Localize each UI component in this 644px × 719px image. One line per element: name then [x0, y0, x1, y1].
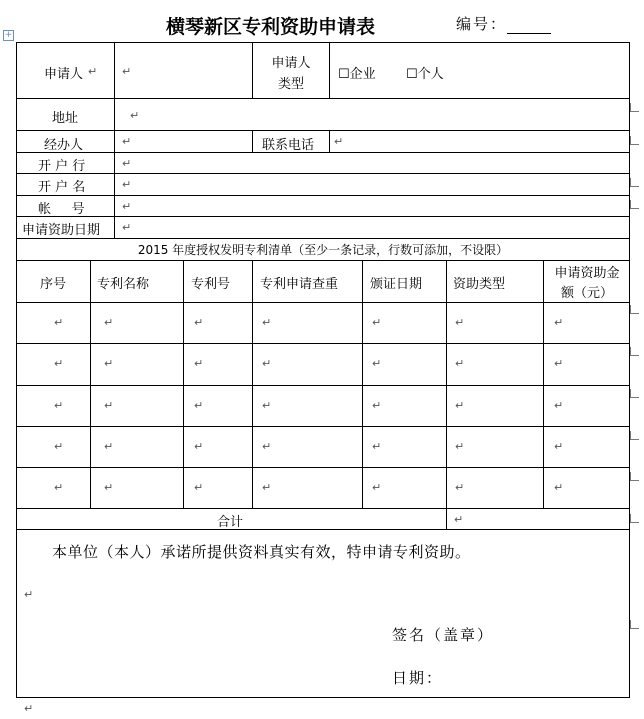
- agent-label: 经办人: [44, 138, 84, 153]
- return-mark: ↵: [24, 588, 34, 601]
- col-header-grant-date: 颁证日期: [370, 277, 423, 292]
- table-cell[interactable]: ↵: [554, 399, 564, 412]
- table-cell[interactable]: ↵: [54, 316, 64, 329]
- table-cell[interactable]: ↵: [455, 399, 465, 412]
- table-cell[interactable]: ↵: [262, 399, 272, 412]
- table-cell[interactable]: ↵: [554, 357, 564, 370]
- row-end-mark: [630, 103, 639, 112]
- table-cell[interactable]: ↵: [554, 440, 564, 453]
- table-cell[interactable]: ↵: [554, 316, 564, 329]
- apply-date-label: 申请资助日期: [22, 223, 101, 238]
- table-cell[interactable]: ↵: [262, 481, 272, 494]
- table-cell[interactable]: ↵: [455, 316, 465, 329]
- col-header-amount-1: 申请资助金: [554, 266, 620, 281]
- col-header-patent-name: 专利名称: [97, 277, 150, 292]
- table-cell[interactable]: ↵: [194, 440, 204, 453]
- account-number-value[interactable]: ↵: [122, 200, 132, 213]
- address-label: 地址: [52, 111, 79, 126]
- account-name-value[interactable]: ↵: [122, 178, 132, 191]
- individual-option[interactable]: ☐个人: [406, 67, 444, 82]
- number-label: 编号：: [456, 15, 508, 33]
- form-title: 横琴新区专利资助申请表: [166, 16, 376, 38]
- row-end-mark: [630, 347, 639, 356]
- row-end-mark: [630, 200, 639, 209]
- agent-value[interactable]: ↵: [122, 135, 132, 148]
- account-number-label: 帐 号: [38, 202, 85, 217]
- bank-value[interactable]: ↵: [122, 157, 132, 170]
- total-value[interactable]: ↵: [454, 513, 464, 526]
- phone-label: 联系电话: [262, 138, 315, 153]
- col-header-seq: 序号: [40, 277, 67, 292]
- table-move-handle-icon[interactable]: +: [4, 30, 13, 40]
- table-cell[interactable]: ↵: [372, 316, 382, 329]
- individual-option-label: 个人: [417, 67, 444, 82]
- pledge-text: 本单位（本人）承诺所提供资料真实有效，特申请专利资助。: [52, 543, 471, 561]
- patent-list-title: 2015 年度授权发明专利清单（至少一条记录，行数可添加，不设限）: [137, 243, 509, 257]
- sign-date-label: 日期：: [392, 669, 444, 687]
- table-cell[interactable]: ↵: [262, 357, 272, 370]
- table-cell[interactable]: ↵: [455, 440, 465, 453]
- table-cell[interactable]: ↵: [372, 481, 382, 494]
- table-cell[interactable]: ↵: [104, 481, 114, 494]
- applicant-label: 申请人: [44, 67, 84, 82]
- applicant-value[interactable]: ↵: [122, 65, 132, 78]
- row-end-mark: [630, 389, 639, 398]
- table-cell[interactable]: ↵: [104, 440, 114, 453]
- row-end-mark: [630, 136, 639, 145]
- table-cell[interactable]: ↵: [262, 316, 272, 329]
- table-cell[interactable]: ↵: [54, 399, 64, 412]
- row-end-mark: [630, 305, 639, 314]
- row-end-mark: [630, 514, 639, 523]
- signature-label: 签名（盖章）: [392, 626, 495, 644]
- table-cell[interactable]: ↵: [104, 399, 114, 412]
- applicant-type-label-2: 类型: [277, 77, 304, 92]
- table-cell[interactable]: ↵: [554, 481, 564, 494]
- enterprise-option[interactable]: ☐企业: [338, 67, 376, 82]
- table-cell[interactable]: ↵: [194, 481, 204, 494]
- col-header-patent-no: 专利号: [191, 277, 231, 292]
- table-cell[interactable]: ↵: [372, 440, 382, 453]
- apply-date-value[interactable]: ↵: [122, 221, 132, 234]
- table-cell[interactable]: ↵: [54, 440, 64, 453]
- table-cell[interactable]: ↵: [54, 357, 64, 370]
- table-cell[interactable]: ↵: [104, 316, 114, 329]
- table-cell[interactable]: ↵: [104, 357, 114, 370]
- phone-value[interactable]: ↵: [334, 135, 344, 148]
- table-cell[interactable]: ↵: [262, 440, 272, 453]
- table-cell[interactable]: ↵: [54, 481, 64, 494]
- address-value[interactable]: ↵: [130, 109, 140, 122]
- table-cell[interactable]: ↵: [194, 357, 204, 370]
- applicant-type-label-1: 申请人: [271, 56, 311, 71]
- col-header-funding-type: 资助类型: [453, 277, 506, 292]
- table-cell[interactable]: ↵: [455, 481, 465, 494]
- return-mark: ↵: [88, 65, 98, 78]
- table-cell[interactable]: ↵: [372, 357, 382, 370]
- account-name-label: 开 户 名: [38, 180, 86, 195]
- table-cell[interactable]: ↵: [194, 316, 204, 329]
- total-label: 合计: [217, 515, 244, 530]
- row-end-mark: [630, 431, 639, 440]
- table-cell[interactable]: ↵: [372, 399, 382, 412]
- col-header-duplicate-check: 专利申请查重: [260, 277, 339, 292]
- return-mark: ↵: [24, 702, 34, 715]
- row-end-mark: [630, 472, 639, 481]
- bank-label: 开 户 行: [38, 159, 86, 174]
- enterprise-option-label: 企业: [349, 67, 376, 82]
- table-cell[interactable]: ↵: [194, 399, 204, 412]
- row-end-mark: [630, 178, 639, 187]
- col-header-amount-2: 额（元）: [560, 286, 613, 301]
- row-end-mark: [630, 620, 639, 629]
- table-cell[interactable]: ↵: [455, 357, 465, 370]
